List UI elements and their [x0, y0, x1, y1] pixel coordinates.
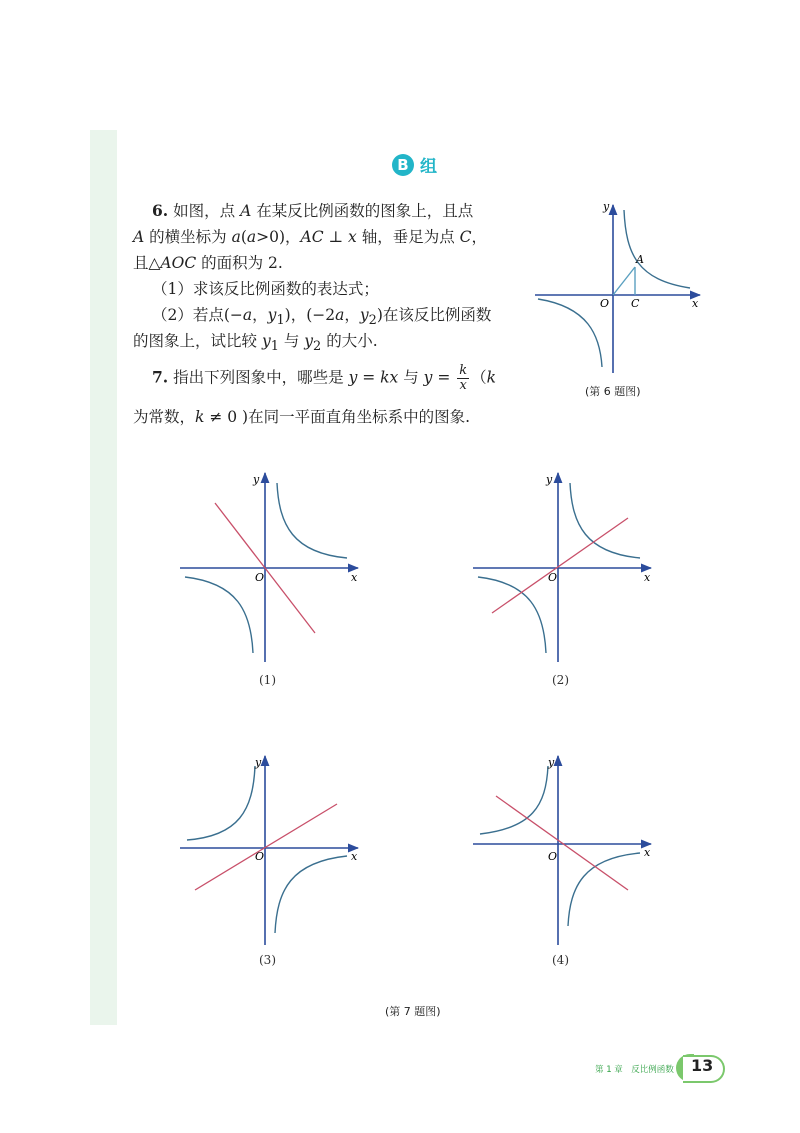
q6-figure-caption: (第 6 题图): [585, 385, 641, 398]
linear-line: [496, 796, 628, 890]
point-A-label: A: [636, 253, 644, 266]
fraction-denominator: x: [459, 378, 467, 393]
hyperbola-branch: [185, 577, 253, 653]
q6-text: 的面积为 2.: [196, 254, 283, 272]
q7-text: （: [471, 368, 487, 387]
q6-text: AC: [300, 228, 324, 246]
q6-text: y: [304, 332, 314, 350]
q6-text: x: [348, 228, 357, 246]
q6-text: y: [359, 306, 369, 324]
fraction-numerator: k: [459, 363, 468, 378]
x-label: x: [692, 297, 699, 310]
graph-caption-3: (3): [259, 953, 276, 967]
graph-caption-4: (4): [552, 953, 569, 967]
q7-text: ≠ 0 )在同一平面直角坐标系中的图象.: [204, 408, 471, 426]
side-margin-band: [90, 130, 117, 1025]
q6-text: a: [231, 228, 241, 246]
q6-text: 1: [270, 339, 279, 355]
chapter-label: 第 1 章 反比例函数: [595, 1065, 674, 1075]
q6-text: 的图象上，试比较: [133, 332, 262, 350]
q7-graph-2: [468, 465, 668, 665]
q6-text: A: [133, 228, 145, 246]
q6-line-1: [152, 198, 473, 224]
q6-text: )，(−2: [284, 306, 336, 324]
point-C-label: C: [631, 297, 640, 310]
hyperbola-branch: [478, 577, 546, 653]
q7-figure-caption: (第 7 题图): [385, 1005, 441, 1018]
q7-text: 指出下列图象中，哪些是: [173, 368, 349, 387]
q6-text: a: [335, 306, 345, 324]
q7-graph-4: [468, 748, 668, 948]
q6-text: 如图，点: [173, 202, 241, 220]
q6-text: )在该反比例函数: [376, 306, 492, 324]
q6-text: ⊥: [323, 228, 349, 246]
q6-text: C: [459, 228, 472, 246]
linear-line: [195, 804, 337, 890]
q6-text: 1: [276, 313, 285, 329]
hyperbola-branch: [568, 853, 640, 926]
page-number: 13: [691, 1056, 714, 1075]
q6-text: a: [242, 306, 253, 324]
q6-text: y: [261, 332, 271, 350]
y-label: y: [603, 200, 610, 213]
y-label: y: [546, 473, 553, 486]
q7-line-1: [152, 364, 496, 393]
q6-text: 且△: [133, 254, 161, 272]
q6-text: 2: [313, 339, 322, 355]
q7-text: 为常数，: [133, 408, 196, 426]
q6-line-2: [133, 224, 487, 250]
q6-figure: [530, 195, 710, 375]
q6-text: ，: [344, 306, 360, 324]
x-label: x: [351, 850, 358, 863]
hyperbola-branch: [480, 766, 548, 834]
q7-graph-1: [175, 465, 375, 665]
q6-text: 的大小.: [321, 332, 378, 350]
q7-text: 与: [398, 368, 424, 387]
q6-text: ，: [471, 228, 488, 246]
q6-text: a: [246, 228, 257, 246]
graph-caption-1: (1): [259, 673, 276, 687]
q6-text: 轴，垂足为点: [356, 228, 460, 246]
origin-label: O: [255, 850, 265, 863]
group-header: [392, 152, 437, 177]
group-label: 组: [420, 157, 437, 177]
q6-text: 与: [278, 332, 305, 350]
q6-text: >0)，: [256, 228, 301, 246]
y-label: y: [255, 756, 262, 769]
hyperbola-branch: [538, 299, 602, 367]
q6-line-3: [133, 250, 283, 276]
origin-label: O: [600, 297, 610, 310]
q7-text: y =: [423, 368, 456, 387]
q6-text: y: [267, 306, 277, 324]
hyperbola-branch: [624, 210, 690, 288]
x-label: x: [644, 846, 651, 859]
linear-line: [492, 518, 628, 613]
fraction-k-over-x: [457, 364, 469, 393]
hyperbola-branch: [187, 766, 255, 840]
q6-text: （2）若点(−: [152, 306, 243, 324]
y-label: y: [253, 473, 260, 486]
x-label: x: [351, 571, 358, 584]
q6-sub-1: （1）求该反比例函数的表达式；: [152, 280, 379, 298]
q6-text: 的横坐标为: [144, 228, 232, 246]
q6-sub-2-cont: [133, 328, 378, 360]
origin-label: O: [548, 850, 558, 863]
q6-text: A: [240, 202, 252, 220]
q6-text: AOC: [160, 254, 197, 272]
q6-text: (: [240, 228, 247, 246]
origin-label: O: [255, 571, 265, 584]
q7-text: y = kx: [348, 368, 399, 387]
q7-text: k: [486, 368, 497, 387]
q7-line-2: [133, 404, 470, 430]
hyperbola-branch: [275, 856, 347, 933]
hyperbola-branch: [570, 483, 640, 558]
x-label: x: [644, 571, 651, 584]
group-badge: B: [392, 154, 414, 176]
q6-number: 6.: [152, 201, 169, 220]
q7-text: k: [195, 408, 205, 426]
q6-text: 在某反比例函数的图象上，且点: [251, 202, 474, 220]
q7-graph-3: [175, 748, 375, 948]
origin-label: O: [548, 571, 558, 584]
q6-text: ，: [252, 306, 268, 324]
segment-OA: [613, 267, 635, 295]
hyperbola-branch: [277, 483, 347, 558]
q7-number: 7.: [152, 367, 169, 387]
y-label: y: [548, 756, 555, 769]
q6-text: 2: [368, 313, 377, 329]
graph-caption-2: (2): [552, 673, 569, 687]
